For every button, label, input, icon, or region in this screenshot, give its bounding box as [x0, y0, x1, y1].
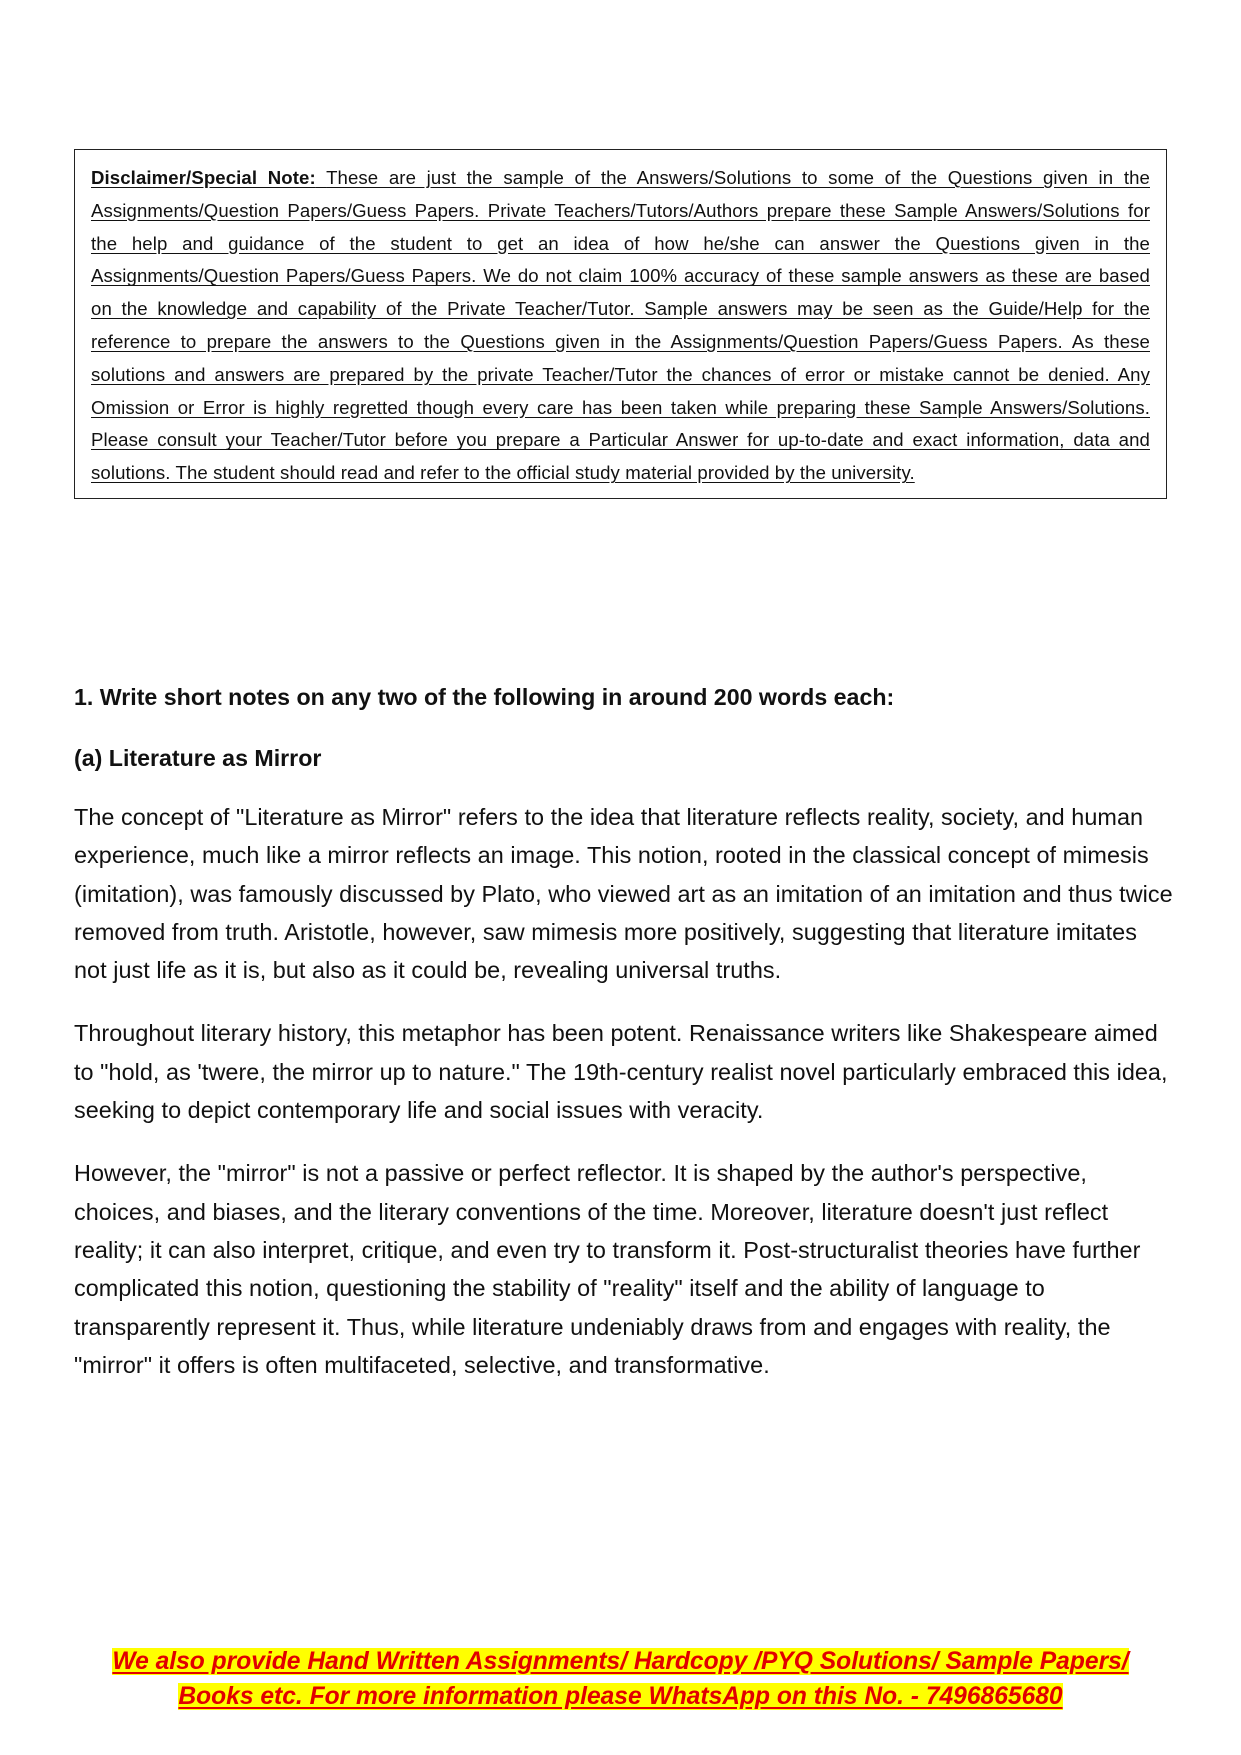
subquestion-heading: (a) Literature as Mirror [74, 745, 322, 771]
disclaimer-label: Disclaimer/Special Note: [91, 167, 316, 188]
disclaimer-text: These are just the sample of the Answers/Solutions to some of the Questions given in the Assignments/Question Papers/Guess Papers. Private Teachers/Tutors/Authors prepare these Sample Answers/Solutions for the help and guidance of the student to get an idea of how he/she can answer the Questions given in the Assignments/Question Papers/Guess Papers. We do not claim 100% accuracy of these sample answers as these are based on the knowledge and capability of the Private Teacher/Tutor. Sample answers may be seen as the Guide/Help for the reference to prepare the answers to the Questions given in the Assignments/Question Papers/Guess Papers. As these solutions and answers are prepared by the private Teacher/Tutor the chances of error or mistake cannot be denied. Any Omission or Error is highly regretted though every care has been taken while preparing these Sample Answers/Solutions. Please consult your Teacher/Tutor before you prepare a Particular Answer for up-to-date and exact information, data and solutions. The student should read and refer to the official study material provided by the university. [91, 167, 1150, 484]
paragraph: However, the "mirror" is not a passive or perfect reflector. It is shaped by the author's perspective, choices, and biases, and the literary conventions of the time. Moreover, literature doesn't just reflect reality; it can also interpret, critique, and even try to transform it. Post-structuralist theories have further complicated this notion, questioning the stability of "reality" itself and the ability of language to transparently represent it. Thus, while literature undeniably draws from and engages with reality, the "mirror" it offers is often multifaceted, selective, and transformative. [74, 1160, 1141, 1378]
disclaimer-box [74, 149, 1167, 499]
paragraph: The concept of "Literature as Mirror" refers to the idea that literature reflects reality, society, and human experience, much like a mirror reflects an image. This notion, rooted in the classical concept of mimesis (imitation), was famously discussed by Plato, who viewed art as an imitation of an imitation and thus twice removed from truth. Aristotle, however, saw mimesis more positively, suggesting that literature imitates not just life as it is, but also as it could be, revealing universal truths. [74, 804, 1173, 984]
promo-line-2: Books etc. For more information please WhatsApp on this No. - 7496865680 [178, 1682, 1063, 1710]
promo-footer [0, 1645, 1241, 1714]
question-heading: 1. Write short notes on any two of the following in around 200 words each: [74, 684, 895, 710]
answer-content [74, 680, 1174, 1409]
paragraph: Throughout literary history, this metaphor has been potent. Renaissance writers like Shakespeare aimed to "hold, as 'twere, the mirror up to nature." The 19th-century realist novel particularly embraced this idea, seeking to depict contemporary life and social issues with veracity. [74, 1020, 1168, 1124]
promo-line-1: We also provide Hand Written Assignments/ Hardcopy /PYQ Solutions/ Sample Papers/ [112, 1648, 1129, 1675]
